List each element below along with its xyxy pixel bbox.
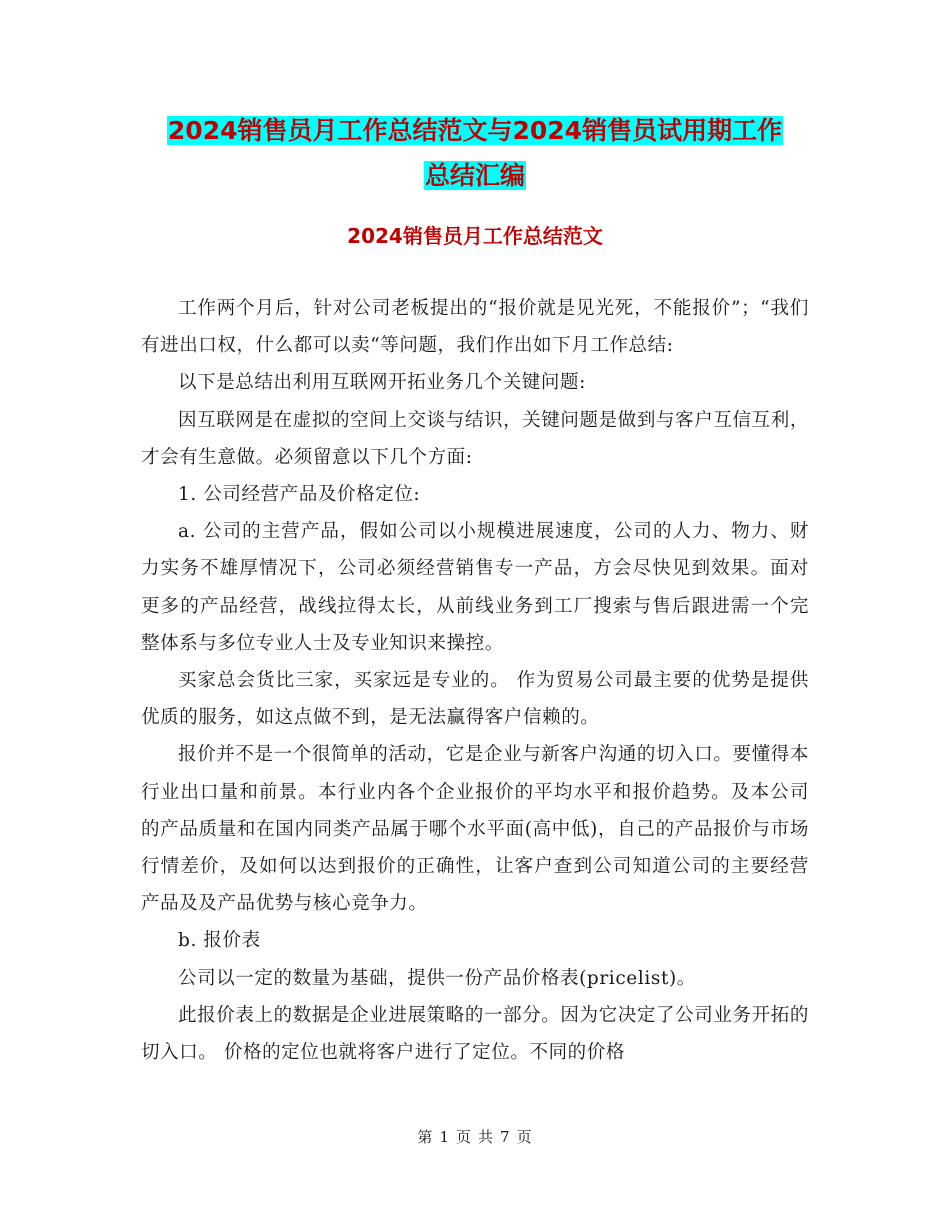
footer-page-suffix: 页	[455, 1128, 472, 1146]
paragraph: 工作两个月后，针对公司老板提出的“报价就是见光死，不能报价”；“我们有进出口权，什么都可以卖“等问题，我们作出如下月工作总结:	[141, 298, 809, 357]
document-title	[140, 108, 810, 198]
document-body	[141, 290, 809, 1071]
footer-total-prefix: 共	[478, 1128, 495, 1146]
page-footer	[0, 1126, 950, 1148]
paragraph: b. 报价表	[178, 930, 261, 952]
paragraph: a. 公司的主营产品，假如公司以小规模进展速度，公司的人力、物力、财力实务不雄厚情况下，公司必须经营销售专一产品，方会尽快见到效果。面对更多的产品经营，战线拉得太长，从前线业务到工厂搜索与售后跟进需一个完整体系与多位专业人士及专业知识来操控。	[141, 521, 809, 654]
paragraph: 此报价表上的数据是企业进展策略的一部分。因为它决定了公司业务开拓的切入口。 价格的定位也就将客户进行了定位。不同的价格	[141, 1004, 809, 1064]
paragraph: 公司以一定的数量为基础，提供一份产品价格表(pricelist)。	[178, 967, 696, 989]
paragraph: 因互联网是在虚拟的空间上交谈与结识，关键问题是做到与客户互信互利，才会有生意做。必须留意以下几个方面:	[141, 409, 809, 468]
footer-total-suffix: 页	[516, 1128, 533, 1146]
footer-total-pages: 7	[500, 1128, 511, 1146]
paragraph: 以下是总结出利用互联网开拓业务几个关键问题:	[178, 372, 586, 394]
section-title: 2024销售员月工作总结范文	[347, 224, 603, 248]
paragraph: 1. 公司经营产品及价格定位:	[178, 484, 421, 506]
footer-page-prefix: 第	[417, 1128, 434, 1146]
paragraph: 买家总会货比三家，买家远是专业的。 作为贸易公司最主要的优势是提供优质的服务，如这点做不到，是无法赢得客户信赖的。	[141, 670, 809, 729]
document-title-line1: 2024销售员月工作总结范文与2024销售员试用期工作	[167, 116, 783, 145]
footer-page-number: 1	[439, 1128, 450, 1146]
document-title-line2: 总结汇编	[424, 161, 525, 190]
paragraph: 报价并不是一个很简单的活动，它是企业与新客户沟通的切入口。要懂得本行业出口量和前景。本行业内各个企业报价的平均水平和报价趋势。及本公司的产品质量和在国内同类产品属于哪个水平面(高中低)，自己的产品报价与市场行情差价，及如何以达到报价的正确性，让客户查到公司知道公司的主要经营产品及及产品优势与核心竞争力。	[141, 744, 809, 915]
